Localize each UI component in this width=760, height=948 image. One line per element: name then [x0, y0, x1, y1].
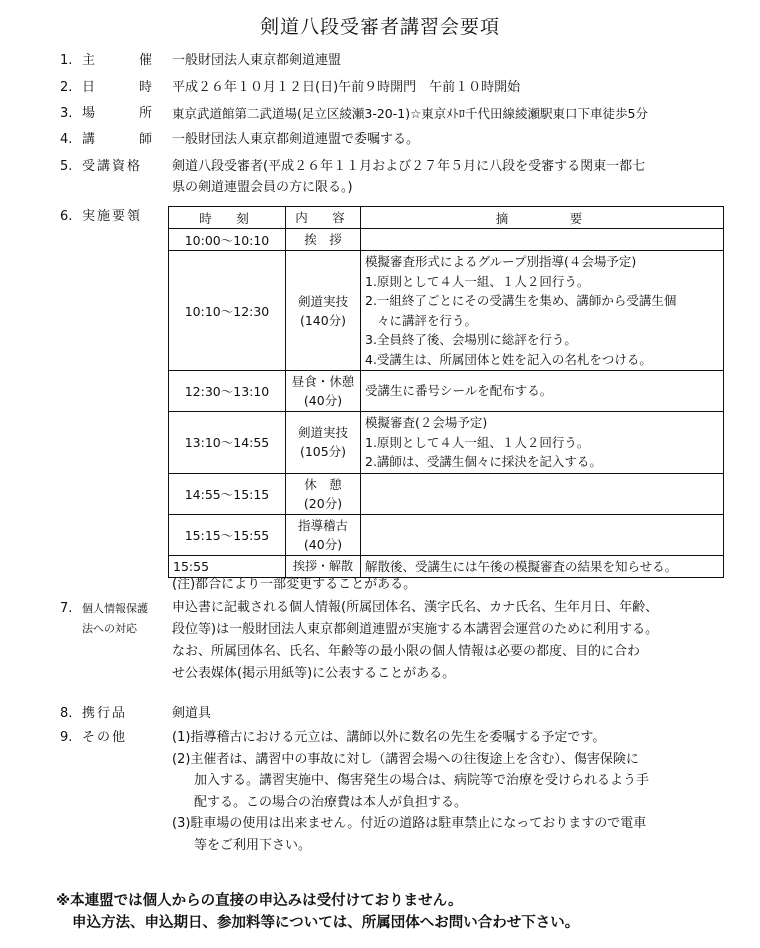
- section-label: 場 所: [82, 106, 152, 121]
- section-value: 剣道八段受審者(平成２６年１１月および２７年５月に八段を受審する関東一都七 県の剣道連盟会員の方に限る。): [172, 159, 646, 195]
- table-row: [169, 514, 724, 555]
- row-time: 15:55: [169, 555, 286, 578]
- header-content: 内 容: [286, 207, 361, 229]
- footer-line-2: 申込方法、申込期日、参加料等については、所属団体へお問い合わせ下さい。: [72, 915, 580, 931]
- row-content: 剣道実技 (105分): [286, 412, 361, 474]
- section-label: その他: [82, 730, 128, 745]
- section-number: 9.: [60, 730, 73, 745]
- section-label: 日 時: [82, 80, 152, 95]
- section-number: 3.: [60, 106, 73, 121]
- row-notes: [361, 473, 724, 514]
- row-time: 13:10～14:55: [169, 412, 286, 474]
- row-notes: [361, 514, 724, 555]
- row-content: 休 憩 (20分): [286, 473, 361, 514]
- row-notes: 解散後、受講生には午後の模擬審査の結果を知らせる。: [361, 555, 724, 578]
- row-content: 挨拶・解散: [286, 555, 361, 578]
- document-title: 剣道八段受審者講習会要項: [259, 16, 500, 38]
- section-number: 2.: [60, 80, 73, 95]
- row-time: 10:00～10:10: [169, 229, 286, 251]
- row-content: 昼食・休憩 (40分): [286, 371, 361, 412]
- schedule-table: [168, 206, 724, 578]
- header-notes: 摘 要: [361, 207, 724, 229]
- section-value: 東京武道館第二武道場(足立区綾瀬3-20-1)☆東京ﾒﾄﾛ千代田線綾瀬駅東口下車徒歩5分: [172, 106, 648, 121]
- table-row: [169, 229, 724, 251]
- row-content: 指導稽古 (40分): [286, 514, 361, 555]
- row-time: 15:15～15:55: [169, 514, 286, 555]
- section-number: 4.: [60, 132, 73, 147]
- section-value: 剣道具: [172, 706, 212, 721]
- list-item: (3)駐車場の使用は出来ません。付近の道路は駐車禁止になっておりますので電車: [172, 816, 647, 831]
- header-time: 時 刻: [169, 207, 286, 229]
- section-number: 8.: [60, 706, 73, 721]
- row-notes: 受講生に番号シールを配布する。: [361, 371, 724, 412]
- section-number: 6.: [60, 209, 73, 224]
- section-label: 携行品: [82, 706, 128, 721]
- section-value: 平成２６年１０月１２日(日)午前９時開門 午前１０時開始: [172, 80, 521, 95]
- table-row: [169, 371, 724, 412]
- row-notes: 模擬審査(２会場予定) 1.原則として４人一組、１人２回行う。 2.講師は、受講生個々に採決を記入する。: [361, 412, 724, 474]
- section-privacy-label: 7. 個人情報保護 法への対応: [60, 601, 148, 635]
- row-notes: 模擬審査形式によるグループ別指導(４会場予定) 1.原則として４人一組、１人２回行う。 2.一組終了ごとにその受講生を集め、講師から受講生個 々に講評を行う。 3.全員終了後、会場別に総評を行う。 4.受講生は、所属団体と姓を記入の名札をつける。: [361, 251, 724, 371]
- row-time: 10:10～12:30: [169, 251, 286, 371]
- row-time: 12:30～13:10: [169, 371, 286, 412]
- footer-line-1: ※本連盟では個人からの直接の申込みは受付けておりません。: [56, 893, 463, 909]
- row-content: 剣道実技 (140分): [286, 251, 361, 371]
- section-privacy-text: 申込書に記載される個人情報(所属団体名、漢字氏名、カナ氏名、生年月日、年齢、 段位等)は一般財団法人東京都剣道連盟が実施する本講習会運営のために利用する。 なお、所属団体名、氏名、年齢等の最小限の個人情報は必要の都度、目的に合わ せ公表媒体(掲示用紙等)に公表することがある。: [172, 600, 659, 681]
- table-row: [169, 412, 724, 474]
- row-time: 14:55～15:15: [169, 473, 286, 514]
- section-label: 講 師: [82, 132, 152, 147]
- section-other-items: (1)指導稽古における元立は、講師以外に数名の先生を委嘱する予定です。 (2)主催者は、講習中の事故に対し（講習会場への往復途上を含む）、傷害保険に 加入する。講習実施中、傷害発生の場合は、病院等で治療を受けられるよう手 配する。この場合の治療費は本人が負担する。 (3)駐車場の使用は出来ません。付近の道路は駐車禁止になっておりますので電車 等をご利用下さい。: [172, 727, 722, 856]
- section-number: 5.: [60, 159, 73, 174]
- section-number: 1.: [60, 53, 73, 68]
- section-label: 実施要領: [82, 209, 143, 224]
- list-item: (1)指導稽古における元立は、講師以外に数名の先生を委嘱する予定です。: [172, 730, 606, 745]
- section-label: 受講資格: [82, 159, 143, 174]
- list-item: (2)主催者は、講習中の事故に対し（講習会場への往復途上を含む）、傷害保険に: [172, 751, 639, 767]
- section-value: 一般財団法人東京都剣道連盟: [172, 53, 342, 68]
- table-row: [169, 473, 724, 514]
- row-notes: [361, 229, 724, 251]
- section-label: 主 催: [82, 53, 152, 68]
- footer-notice: [56, 890, 579, 934]
- row-content: 挨 拶: [286, 229, 361, 251]
- table-row: [169, 251, 724, 371]
- schedule-header-row: [169, 207, 724, 229]
- schedule-note: (注)都合により一部変更することがある。: [172, 577, 417, 592]
- section-value: 一般財団法人東京都剣道連盟で委嘱する。: [172, 132, 420, 147]
